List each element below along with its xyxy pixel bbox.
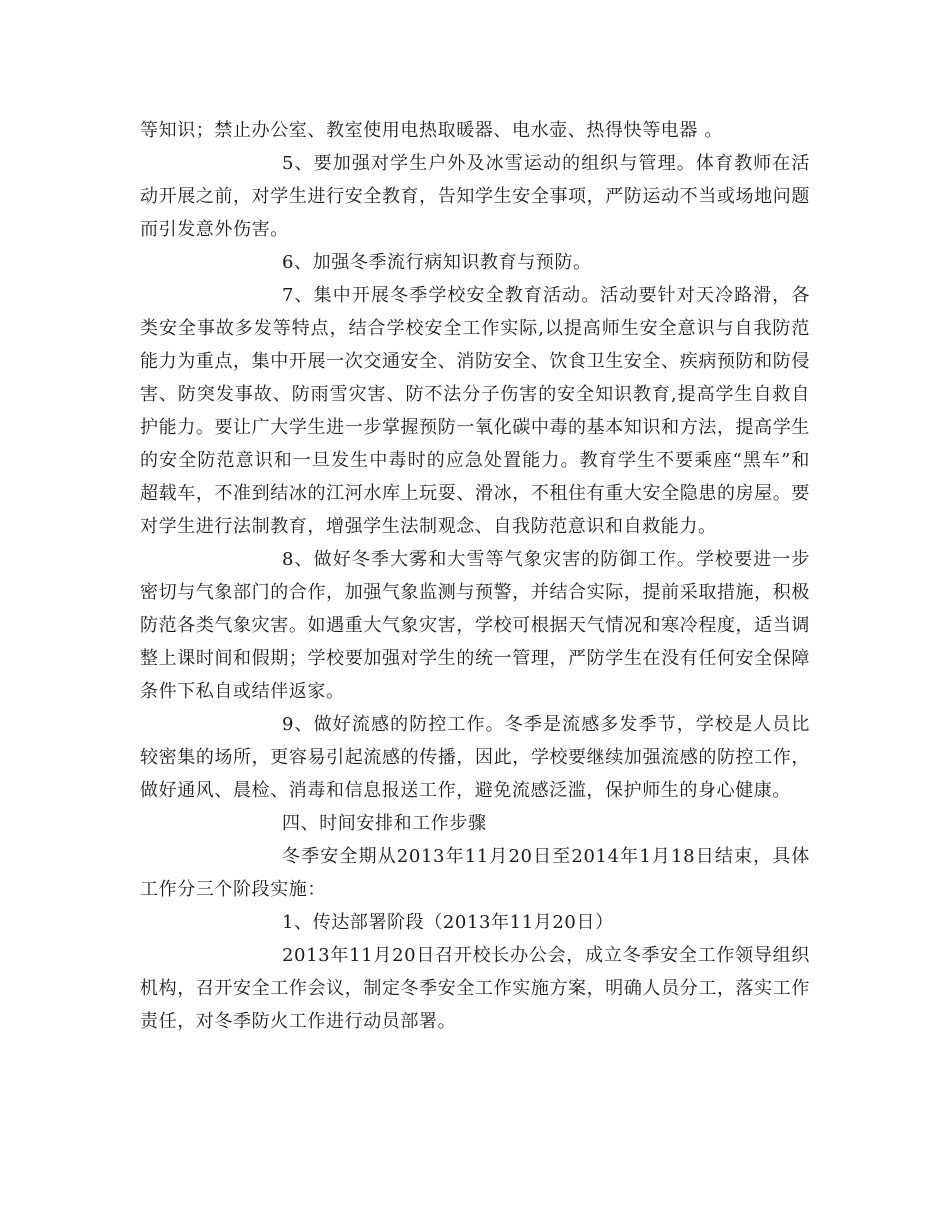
paragraph-continuation: 等知识；禁止办公室、教室使用电热取暖器、电水壶、热得快等电器 。 [140, 120, 723, 141]
paragraph-item-8: 8、做好冬季大雾和大雪等气象灾害的防御工作。学校要进一步密切与气象部门的合作，加强气象监测与预警，并结合实际，提前采取措施，积极防范各类气象灾害。如遇重大气象灾害，学校可根据天气情况和寒冷程度，适当调整上课时间和假期；学校要加强对学生的统一管理，严防学生在没有任何安全保障条件下私自或结伴返家。 [140, 549, 810, 702]
paragraph-phase-1: 2013年11月20日召开校长办公会，成立冬季安全工作领导组织机构，召开安全工作会议，制定冬季安全工作实施方案，明确人员分工，落实工作责任，对冬季防火工作进行动员部署。 [140, 945, 810, 1032]
paragraph-item-5: 5、要加强对学生户外及冰雪运动的组织与管理。体育教师在活动开展之前，对学生进行安全教育，告知学生安全事项，严防运动不当或场地问题而引发意外伤害。 [140, 153, 810, 240]
paragraph-schedule: 冬季安全期从2013年11月20日至2014年1月18日结束，具体工作分三个阶段实施： [140, 846, 810, 900]
paragraph-item-9: 9、做好流感的防控工作。冬季是流感多发季节，学校是人员比较密集的场所，更容易引起流感的传播，因此，学校要继续加强流感的防控工作，做好通风、晨检、消毒和信息报送工作，避免流感泛滥，保护师生的身心健康。 [140, 714, 810, 801]
section-heading-4: 四、时间安排和工作步骤 [282, 813, 487, 834]
subheading-phase-1: 1、传达部署阶段（2013年11月20日） [282, 912, 614, 933]
document-body [140, 114, 810, 1038]
paragraph-item-7: 7、集中开展冬季学校安全教育活动。活动要针对天冷路滑，各类安全事故多发等特点，结合学校安全工作实际,以提高师生安全意识与自我防范能力为重点，集中开展一次交通安全、消防安全、饮食卫生安全、疾病预防和防侵害、防突发事故、防雨雪灾害、防不法分子伤害的安全知识教育,提高学生自救自护能力。要让广大学生进一步掌握预防一氧化碳中毒的基本知识和方法，提高学生的安全防范意识和一旦发生中毒时的应急处置能力。教育学生不要乘座“黑车”和超载车，不准到结冰的江河水库上玩耍、滑冰，不租住有重大安全隐患的房屋。要对学生进行法制教育，增强学生法制观念、自我防范意识和自救能力。 [140, 285, 810, 537]
paragraph-item-6: 6、加强冬季流行病知识教育与预防。 [282, 252, 592, 273]
